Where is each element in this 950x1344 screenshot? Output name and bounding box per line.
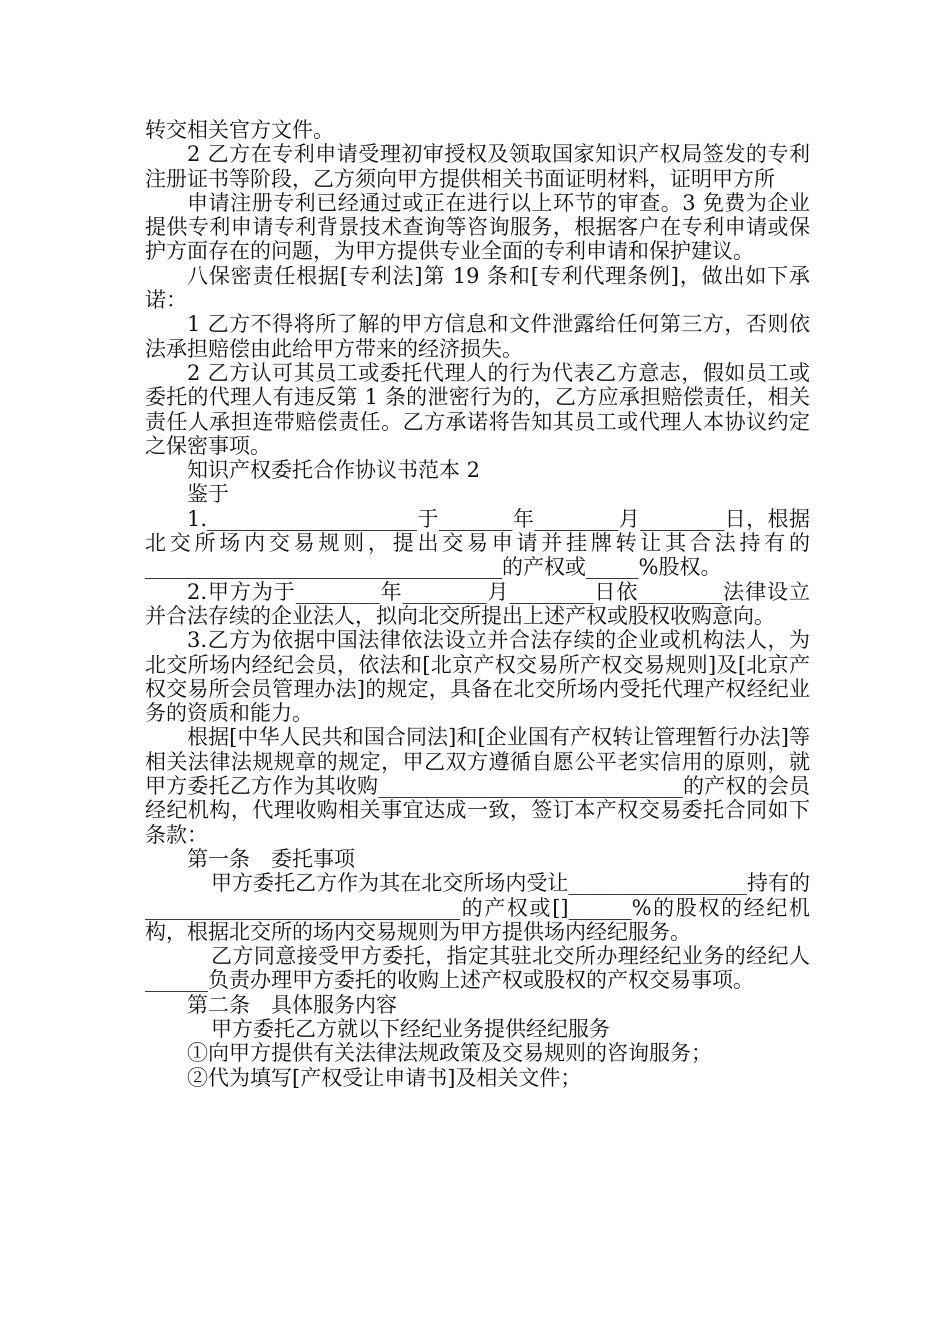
paragraph-2: 2 乙方在专利申请受理初审授权及领取国家知识产权局签发的专利注册证书等阶段，乙方须向甲方提供相关书面证明材料，证明甲方所: [145, 142, 810, 191]
document-section-title: 知识产权委托合作协议书范本 2: [187, 458, 481, 483]
paragraph-confidentiality-1: 1 乙方不得将所了解的甲方信息和文件泄露给任何第三方，否则依法承担赔偿由此给甲方带来的经济损失。: [145, 312, 810, 361]
paragraph-confidentiality-heading: 八保密责任根据[专利法]第 19 条和[专利代理条例]，做出如下承诺：: [145, 263, 810, 313]
paragraph-confidentiality-2: 2 乙方认可其员工或委托代理人的行为代表乙方意志，假如员工或委托的代理人有违反第 1 条的泄密行为的，乙方应承担赔偿责任，相关责任人承担连带赔偿责任。乙方承诺将告知其员工或代理人本协议约定之保密事项。: [145, 360, 810, 458]
paragraph-3: 申请注册专利已经通过或正在进行以上环节的审查。3 免费为企业提供专利申请专利背景技术查询等咨询服务，根据客户在专利申请或保护方面存在的问题，为甲方提供专业全面的专利申请和保护建议。: [145, 190, 810, 264]
article-2-item-1: ①向甲方提供有关法律法规政策及交易规则的咨询服务；: [187, 1041, 712, 1066]
article-1-clause-1: 甲方委托乙方作为其在北交所场内受让_________________持有的______________________________的产权或[]______%的股权的经纪机构，根据北交所的场内交易规则为甲方提供场内经纪服务。: [145, 871, 810, 944]
article-1-heading: 第一条 委托事项: [187, 846, 355, 871]
paragraph-1: 转交相关官方文件。: [145, 118, 334, 142]
article-2-item-2: ②代为填写[产权受让申请书]及相关文件；: [187, 1065, 582, 1090]
paragraph-whereas-3: 3.乙方为依据中国法律依法设立并合法存续的企业或机构法人，为北交所场内经纪会员，依法和[北京产权交易所产权交易规则]及[北京产权交易所会员管理办法]的规定，具备在北交所场内受托代理产权经纪业务的资质和能力。: [145, 628, 810, 726]
paragraph-whereas-1: 1.____________________于_______年________月________日，根据北交所场内交易规则，提出交易申请并挂牌转让其合法持有的__________________________________的产权或_____%股权。: [145, 506, 810, 580]
paragraph-whereas-2: 2.甲方为于________年________月________日依________法律设立并合法存续的企业法人，拟向北交所提出上述产权或股权收购意向。: [145, 579, 810, 628]
article-1-clause-2: 乙方同意接受甲方委托，指定其驻北交所办理经纪业务的经纪人______负责办理甲方委托的收购上述产权或股权的产权交易事项。: [145, 944, 810, 993]
paragraph-basis: 根据[中华人民共和国合同法]和[企业国有产权转让管理暂行办法]等相关法律法规规章的规定，甲乙双方遵循自愿公平老实信用的原则，就甲方委托乙方作为其收购_____________________________的产权的会员经纪机构，代理收购相关事宜达成一致，签订本产权交易委托合同如下条款：: [145, 725, 810, 847]
document-body: [145, 118, 810, 1090]
article-2-heading: 第二条 具体服务内容: [187, 992, 397, 1017]
article-2-intro: 甲方委托乙方就以下经纪业务提供经纪服务: [211, 1016, 610, 1041]
paragraph-whereas: 鉴于: [187, 482, 229, 507]
